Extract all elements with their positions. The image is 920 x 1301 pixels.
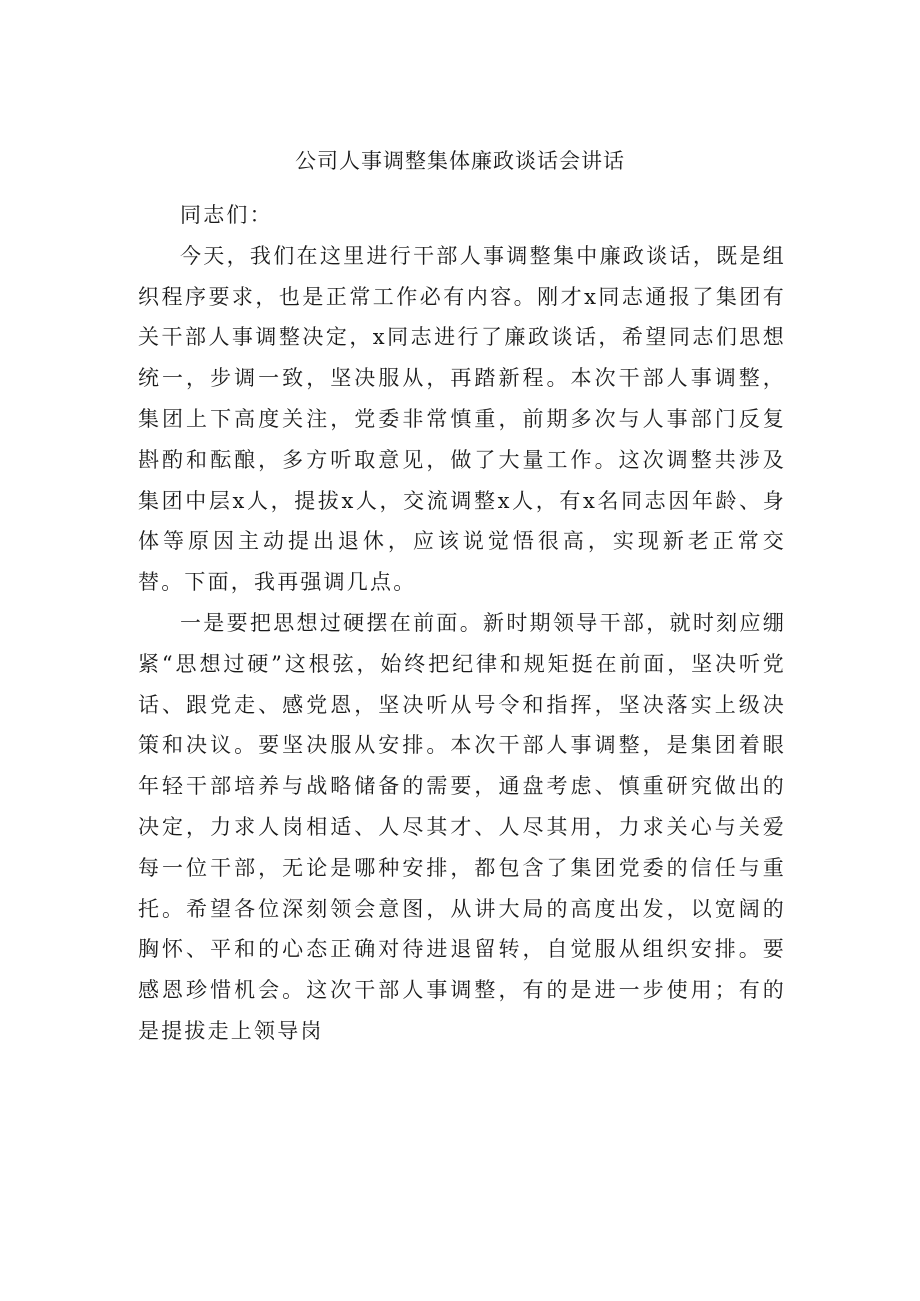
salutation-paragraph: 同志们： — [180, 203, 273, 227]
body-paragraph: 今天，我们在这里进行干部人事调整集中廉政谈话，既是组织程序要求，也是正常工作必有内容。刚才x同志通报了集团有关干部人事调整决定，x同志进行了廉政谈话，希望同志们思想统一，步调一致，坚决服从，再踏新程。本次干部人事调整，集团上下高度关注，党委非常慎重，前期多次与人事部门反复斟酌和酝酿，多方听取意见，做了大量工作。这次调整共涉及集团中层x人，提拔x人，交流调整x人，有x名同志因年龄、身体等原因主动提出退休，应该说觉悟很高，实现新老正常交替。下面，我再强调几点。 — [138, 243, 786, 595]
body-paragraph: 一是要把思想过硬摆在前面。新时期领导干部，就时刻应绷紧“思想过硬”这根弦，始终把纪律和规矩挺在前面，坚决听党话、跟党走、感党恩，坚决听从号令和指挥，坚决落实上级决策和决议。要坚决服从安排。本次干部人事调整，是集团着眼年轻干部培养与战略储备的需要，通盘考虑、慎重研究做出的决定，力求人岗相适、人尽其才、人尽其用，力求关心与关爱每一位干部，无论是哪种安排，都包含了集团党委的信任与重托。希望各位深刻领会意图，从讲大局的高度出发，以宽阔的胸怀、平和的心态正确对待进退留转，自觉服从组织安排。要感恩珍惜机会。这次干部人事调整，有的是进一步使用；有的是提拔走上领导岗 — [138, 610, 786, 1043]
document-body — [138, 195, 786, 1052]
document-title: 公司人事调整集体廉政谈话会讲话 — [295, 149, 625, 173]
